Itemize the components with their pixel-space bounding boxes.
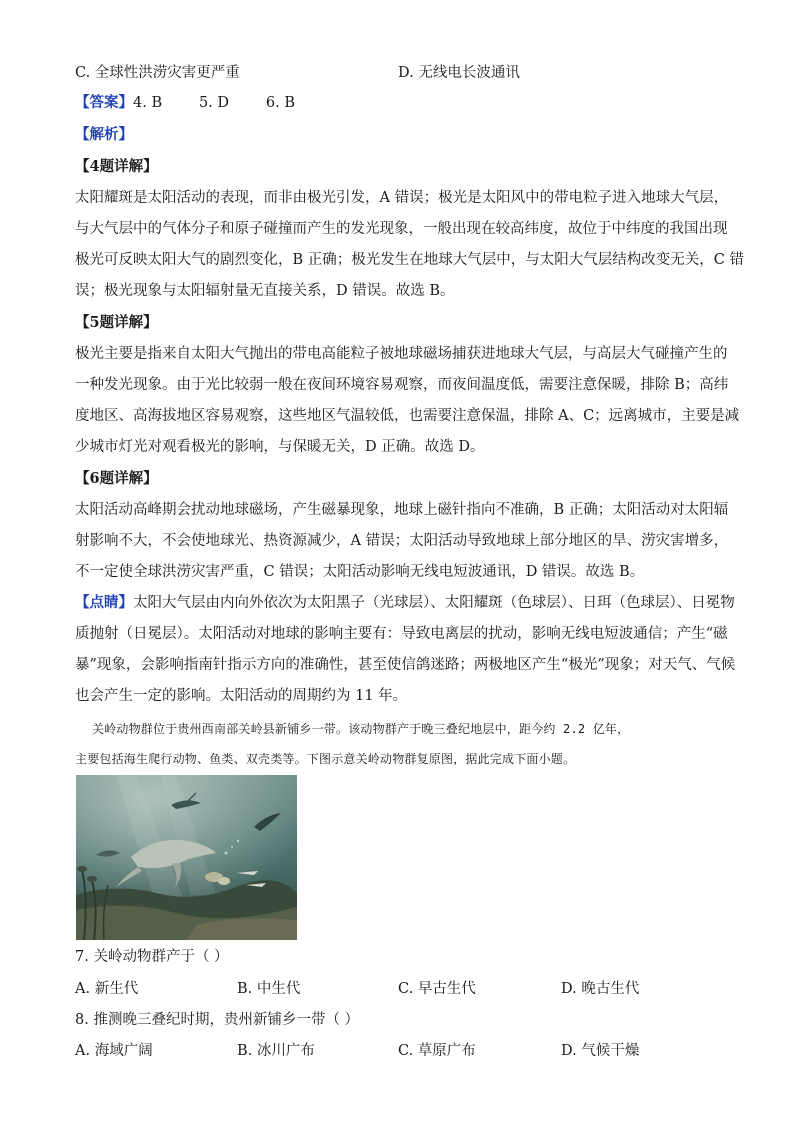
- intro-line: 主要包括海生爬行动物、鱼类、双壳类等。下图示意关岭动物群复原图，据此完成下面小题。: [75, 752, 576, 766]
- tip-first-line: 太阳大气层由内向外依次为太阳黑子（光球层）、太阳耀斑（色球层）、日珥（色球层）、日冕物: [133, 595, 735, 611]
- tip-line: 质抛射（日冕层）。太阳活动对地球的影响主要有：导致电离层的扰动，影响无线电短波通信；产生“磁: [75, 626, 728, 642]
- q7-option-b: B. 中生代: [237, 981, 301, 997]
- answer-line: [75, 94, 295, 112]
- q7-option-a: A. 新生代: [75, 981, 139, 997]
- answer-label: 【答案】: [75, 94, 133, 111]
- q4-line: 太阳耀斑是太阳活动的表现，而非由极光引发，A 错误；极光是太阳风中的带电粒子进入地球大气层，: [75, 190, 729, 206]
- q6-line: 射影响不大，不会使地球光、热资源减少，A 错误；太阳活动导致地球上部分地区的旱、涝灾害增多，: [75, 533, 729, 549]
- q6-line: 不一定使全球洪涝灾害严重，C 错误；太阳活动影响无线电短波通讯，D 错误。故选 B。: [75, 564, 645, 580]
- q6-heading: 【6题详解】: [75, 470, 158, 487]
- q8-option-b: B. 冰川广布: [237, 1043, 315, 1059]
- q7-option-d: D. 晚古生代: [561, 981, 640, 997]
- tip-line: 暴”现象，会影响指南针指示方向的准确性，甚至使信鸽迷路；两极地区产生“极光”现象；对天气、气候: [75, 657, 736, 673]
- tip-label: 【点睛】: [75, 594, 133, 611]
- q7-stem: 7. 关岭动物群产于（ ）: [75, 949, 229, 965]
- fossil-reef-illustration: [76, 775, 297, 940]
- tip-line: 也会产生一定的影响。太阳活动的周期约为 11 年。: [75, 688, 408, 704]
- q6-line: 太阳活动高峰期会扰动地球磁场，产生磁暴现象，地球上磁针指向不准确，B 正确；太阳活动对太阳辐: [75, 502, 729, 518]
- tip-line: [75, 594, 735, 612]
- analysis-label: 【解析】: [75, 126, 133, 143]
- q5-heading: 【5题详解】: [75, 314, 158, 331]
- q8-option-c: C. 草原广布: [398, 1043, 476, 1059]
- q4-line: 误；极光现象与太阳辐射量无直接关系，D 错误。故选 B。: [75, 283, 455, 299]
- prev-option-c: C. 全球性洪涝灾害更严重: [75, 65, 240, 81]
- q7-option-c: C. 早古生代: [398, 981, 476, 997]
- answer-values: 4. B 5. D 6. B: [133, 95, 296, 111]
- q4-line: 与大气层中的气体分子和原子碰撞而产生的发光现象，一般出现在较高纬度，故位于中纬度的我国出现: [75, 221, 728, 237]
- q5-line: 少城市灯光对观看极光的影响，与保暖无关，D 正确。故选 D。: [75, 439, 485, 455]
- prev-option-d: D. 无线电长波通讯: [398, 65, 520, 81]
- q8-stem: 8. 推测晚三叠纪时期，贵州新铺乡一带（ ）: [75, 1012, 360, 1028]
- q5-line: 极光主要是指来自太阳大气抛出的带电高能粒子被地球磁场捕获进地球大气层，与高层大气碰撞产生的: [75, 346, 728, 362]
- q4-line: 极光可反映太阳大气的剧烈变化，B 正确；极光发生在地球大气层中，与太阳大气层结构改变无关，C 错: [75, 252, 744, 268]
- q8-option-a: A. 海域广阔: [75, 1043, 153, 1059]
- q4-heading: 【4题详解】: [75, 158, 158, 175]
- q5-line: 度地区、高海拔地区容易观察，这些地区气温较低，也需要注意保温，排除 A、C；远离城市，主要是减: [75, 408, 740, 424]
- q5-line: 一种发光现象。由于光比较弱一般在夜间环境容易观察，而夜间温度低，需要注意保暖，排除 B；高纬: [75, 377, 729, 393]
- q8-option-d: D. 气候干燥: [561, 1043, 640, 1059]
- intro-line: 关岭动物群位于贵州西南部关岭县新铺乡一带。该动物群产于晚三叠纪地层中，距今约 2.2 亿年，: [92, 722, 630, 736]
